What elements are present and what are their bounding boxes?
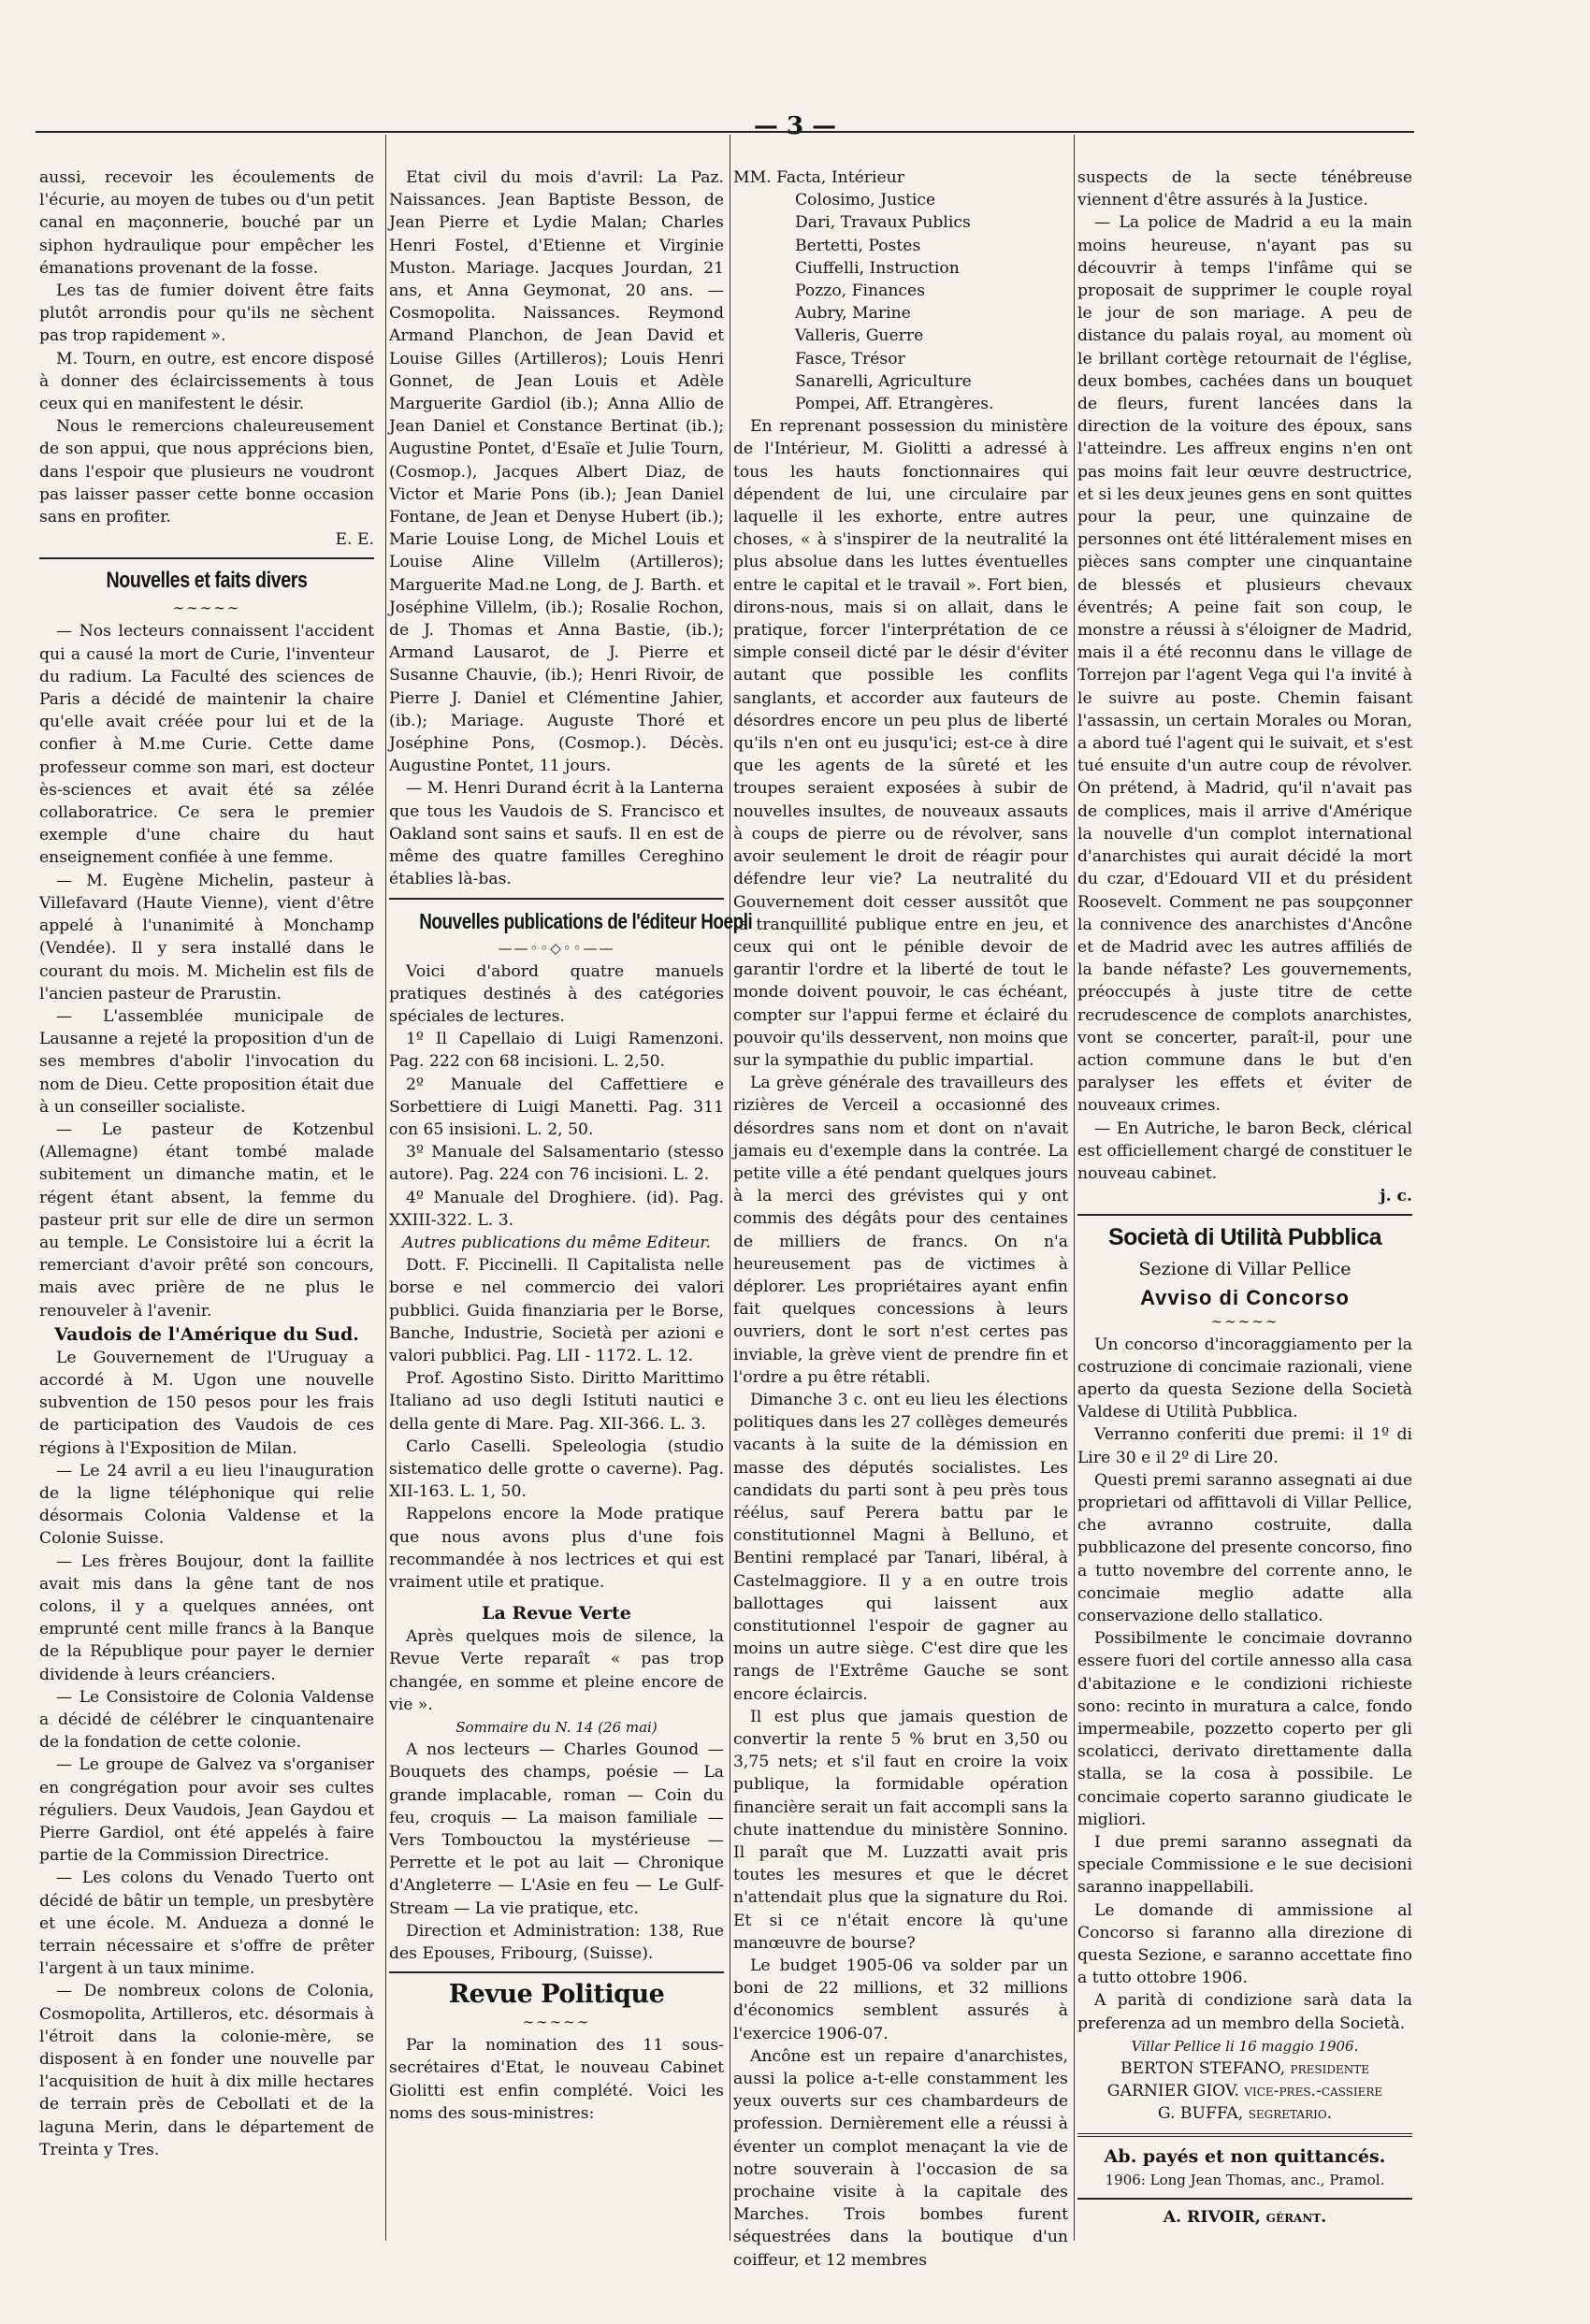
paragraph: Dimanche 3 c. ont eu lieu les élections politiques dans les 27 collèges demeurés vacants à la suite de la démission en masse des députés socialistes. Les candidats du parti sont à peu près tous réélus, sauf Perera battu par le constitutionnel Magni à Belluno, et Bentini remplacé par Tanari, libéral, à Castelmaggiore. Il y a en outre trois ballottages qui laissent aux constitutionnel l'espoir de gagner au moins un autre siège. C'est dire que les rangs de l'Extrême Gauche se sont encore éclaircis. [733, 1390, 1068, 1704]
section-rule [389, 1971, 724, 1973]
ornament-divider: ∼∼∼∼∼ [522, 2014, 591, 2031]
sub-heading: La Revue Verte [482, 1603, 631, 1624]
paragraph: Le budget 1905-06 va solder par un boni de 22 millions, et 32 millions d'économics semblent assurés à l'exercice 1906-07. [733, 1956, 1068, 2043]
dateline: Villar Pellice li 16 maggio 1906. [1131, 2037, 1359, 2055]
paragraph: Le Gouvernement de l'Uruguay a accordé à M. Ugon une nouvelle subvention de 150 pesos pour les frais de participation des Vaudois de ces régions à l'Exposition de Milan. [39, 1348, 374, 1458]
paragraph: Etat civil du mois d'avril: La Paz. Naissances. Jean Baptiste Besson, de Jean Pierre et Lydie Malan; Charles Henri Fostel, d'Etienne et Virginie Muston. Mariage. Jacques Jourdan, 21 ans, et Anna Geymonat, 20 ans. — Cosmopolita. Naissances. Reymond Armand Planchon, de Jean David et Louise Gilles (Artilleros); Louis Henri Gonnet, de Jean Louis et Adèle Marguerite Gardiol (ib.); Anna Allio de Jean Daniel et Constance Bertinat (ib.); Augustine Pontet, d'Esaïe et Julie Tourn, (Cosmop.), Jacques Albert Diaz, de Victor et Marie Pons (ib.); Jean Daniel Fontane, de Jean et Denyse Hubert (ib.); Marie Louise Long, de Michel Louis et Louise Aline Villelm (Artilleros); Marguerite Mad.ne Long, de J. Barth. et Joséphine Villelm, (ib.); Rosalie Rochon, de J. Thomas et Anna Bastie, (ib.); Armand Lausarot, de J. Pierre et Susanne Chauvie, (ib.); Henri Rivoir, de Pierre J. Daniel et Clémentine Jahier, (ib.); Mariage. Auguste Thoré et Joséphine Pons, (Cosmop.). Décès. Augustine Pontet, 11 jours. [389, 168, 724, 776]
paragraph: — M. Henri Durand écrit à la Lanterna que tous les Vaudois de S. Francisco et Oakland sont sains et saufs. Il en est de même des quatre familles Cereghino établies là-bas. [389, 779, 724, 889]
paragraph: — L'assemblée municipale de Lausanne a rejeté la proposition d'un de ses membres d'abolir l'invocation du nom de Dieu. Cette proposition était due à un conseiller socialiste. [39, 1006, 374, 1117]
paragraph: — Le Consistoire de Colonia Valdense a décidé de célébrer le cinquantenaire de la fondation de cette colonie. [39, 1687, 374, 1753]
column-1 [39, 166, 374, 2243]
sub-heading: Ab. payés et non quittancés. [1104, 2145, 1386, 2167]
section-rule [1077, 1214, 1412, 1216]
paragraph: Le domande di ammissione al Concorso si faranno alla direzione di questa Sezione, e saranno accettate fino a tutto ottobre 1906. [1077, 1900, 1412, 1988]
paragraph: En reprenant possession du ministère de l'Intérieur, M. Giolitti a adressé à tous les hauts fonctionnaires qui dépendent de lui, une circulaire par laquelle il les exhorte, entre autres choses, « à s'inspirer de la neutralité la plus absolue dans les luttes éventuelles entre le capital et le travail ». Fort bien, dirons-nous, mais si on allait, dans le pratique, forcer l'interprétation de ce simple conseil dicté par le désir d'éviter autant que possible les conflits sanglants, et accorder aux fauteurs de désordres encore un peu plus de liberté qu'ils n'en ont eu jusqu'ici; est-ce à dire que les agents de la sûreté et les troupes seraient exposées à subir de nouvelles insultes, de nouveaux assauts à coups de pierre ou de révolver, sans avoir seulement le droit de réagir pour défendre leur vie? La neutralité du Gouvernement doit cesser aussitôt que la tranquillité publique entre en jeu, et ceux qui ont le pénible devoir de garantir l'ordre et la liberté de tout le monde doivent pouvoir, le cas échéant, compter sur l'appui ferme et éclairé du pouvoir qu'ils desservent, non moins que sur la sympathie du public impartial. [733, 417, 1068, 1070]
paragraph: Ancône est un repaire d'anarchistes, aussi la police a-t-elle constamment les yeux ouverts sur ces chambardeurs de profession. Dernièrement elle a réussi à éventer un complot menaçant la vie de notre souverain à l'occasion de sa prochaine visite à la capitale des Marches. Trois bombes furent séquestrées dans la boutique d'un coiffeur, et 12 membres [733, 2046, 1068, 2270]
sub-heading: Avviso di Concorso [1140, 1285, 1350, 1309]
section-heading: Società di Utilità Pubblica [1107, 1224, 1382, 1251]
paragraph: Nous le remercions chaleureusement de son appui, que nous apprécions bien, dans l'espoir que plusieurs ne voudront pas laisser passer cette bonne occasion sans en profiter. [39, 417, 374, 527]
minister-line: MM. Facta, Intérieur [733, 168, 904, 187]
paragraph: Par la nomination des 11 sous-secrétaires d'Etat, le nouveau Cabinet Giolitti est enfin complété. Voici les noms des sous-ministres: [389, 2036, 724, 2123]
column-divider [385, 135, 386, 2241]
paragraph: Voici d'abord quatre manuels pratiques destinés à des catégories spéciales de lectures. [389, 961, 724, 1026]
minister-line: Fasce, Trésor [795, 349, 905, 368]
paragraph: — En Autriche, le baron Beck, clérical est officiellement chargé de constituer le nouveau cabinet. [1077, 1119, 1412, 1183]
paragraph: M. Tourn, en outre, est encore disposé à donner des éclaircissements à tous ceux qui en manifestent le désir. [39, 349, 374, 414]
paragraph: — Les frères Boujour, dont la faillite avait mis dans la gêne tant de nos colons, il y a quelques années, ont emprunté cent mille francs à la Banque de la République pour payer le dernier dividende à leurs créanciers. [39, 1552, 374, 1684]
paragraph: — Les colons du Venado Tuerto ont décidé de bâtir un temple, un presbytère et une école. M. Andueza a donné le terrain nécessaire et s'offre de prêter l'argent à un taux minime. [39, 1869, 374, 1979]
column-4 [1077, 166, 1412, 2243]
paragraph: Après quelques mois de silence, la Revue Verte reparaît « pas trop changée, en somme et pleine encore de vie ». [389, 1627, 724, 1714]
ornament-divider: ∼∼∼∼∼ [172, 599, 241, 617]
paragraph: Carlo Caselli. Speleologia (studio sistematico delle grotte o caverne). Pag. XII-163. L. 1, 50. [389, 1436, 724, 1502]
minister-line: Colosimo, Justice [795, 191, 936, 210]
signer: GARNIER GIOV. vice-pres.-cassiere [1106, 2082, 1383, 2101]
section-heading: Nouvelles et faits divers [106, 568, 308, 594]
ornament-divider: ——◦◦◇◦◦—— [498, 939, 615, 957]
top-rule [36, 131, 1414, 133]
minister-line: Dari, Travaux Publics [795, 213, 971, 233]
paragraph: — La police de Madrid a eu la main moins heureuse, n'ayant pas su découvrir à temps l'infâme qui se proposait de supprimer le couple royal le jour de son mariage. A peu de distance du palais royal, au moment où le brillant cortège retournait de l'église, deux bombes, cachées dans un bouquet de fleurs, furent lancées dans la direction de la voiture des époux, sans l'atteindre. Les affreux engins n'en ont pas moins fait leur œuvre destructrice, et si les deux jeunes gens en sont quittes pour la peur, une quinzaine de personnes ont été littéralement mises en pièces sans compter une cinquantaine de blessés et plusieurs chevaux éventrés; A peine fait son coup, le monstre a réussi à s'éloigner de Madrid, mais il a été reconnu dans le village de Torrejon par l'agent Vega qui l'a invité à le suivre au poste. Chemin faisant l'assassin, un certain Morales ou Moran, a abord tué l'agent qui le suivait, et s'est tué ensuite d'un autre coup de révolver. On prétend, à Madrid, qu'il n'avait pas de complices, mais il arrive d'Amérique la nouvelle d'un complot international d'anarchistes qui aurait décidé la mort du czar, d'Edouard VII et du président Roosevelt. Comment ne pas soupçonner la connivence des anarchistes d'Ancône et de Madrid avec les autres affiliés de la bande néfaste? Les gouvernements, préoccupés à juste titre de cette recrudescence de complots anarchistes, vont se concerter, paraît-il, pour une action commune dans le but d'en paralyser les effets et éviter de nouveaux crimes. [1077, 213, 1412, 1116]
section-rule [1077, 2198, 1412, 2200]
minister-line: Sanarelli, Agriculture [795, 371, 972, 391]
signature: j. c. [1380, 1187, 1412, 1206]
paragraph: A parità di condizione sarà data la preferenza ad un membro della Società. [1077, 1991, 1412, 2033]
ornament-divider: ∼∼∼∼∼ [1210, 1312, 1279, 1330]
notice-line: 1906: Long Jean Thomas, anc., Pramol. [1105, 2171, 1385, 2188]
section-rule [39, 557, 374, 559]
paragraph: Verranno conferiti due premi: il 1º di Lire 30 e il 2º di Lire 20. [1077, 1425, 1412, 1467]
section-heading: Nouvelles publications de l'éditeur Hoepli [419, 908, 753, 933]
signature: E. E. [335, 530, 374, 550]
minister-line: Bertetti, Postes [795, 236, 921, 255]
paragraph: — De nombreux colons de Colonia, Cosmopolita, Artilleros, etc. désormais à l'étroit dans la colonie-mère, se disposent à en fonder une nouvelle par l'acquisition de huit à dix mille hectares de terrain près de Cebollati et de la laguna Merin, dans le département de Treinta y Tres. [39, 1982, 374, 2159]
minister-line: Ciuffelli, Instruction [795, 258, 960, 278]
paragraph: Dott. F. Piccinelli. Il Capitalista nelle borse e nel commercio dei valori pubblici. Guida finanziaria per le Borse, Banche, Industrie, Società per azioni e valori pubblici. Pag. LII - 1172. L. 12. [389, 1256, 724, 1365]
sub-heading: Vaudois de l'Amérique du Sud. [54, 1323, 359, 1345]
paragraph: — Le pasteur de Kotzenbul (Allemagne) étant tombé malade subitement un dimanche matin, et le régent étant absent, la femme du pasteur prit sur elle de dire un sermon au temple. Le Consistoire lui a écrit la remerciant d'avoir prêté son concours, mais avec prière de ne plus le renouveler à l'avenir. [39, 1119, 374, 1321]
minister-line: Aubry, Marine [795, 304, 911, 324]
column-3 [733, 166, 1068, 2270]
section-heading: Revue Politique [448, 1980, 665, 2010]
column-divider [1074, 135, 1075, 2241]
paragraph: Un concorso d'incoraggiamento per la costruzione di concimaie razionali, viene aperto da questa Sezione della Società Valdese di Utilità Pubblica. [1077, 1335, 1412, 1422]
section-rule [389, 898, 724, 900]
sub-caption: Sommaire du N. 14 (26 mai) [455, 1719, 658, 1736]
signer: G. BUFFA, segretario. [1157, 2104, 1333, 2124]
paragraph: 3º Manuale del Salsamentario (stesso autore). Pag. 224 con 76 incisioni. L. 2. [389, 1143, 724, 1185]
paragraph: Prof. Agostino Sisto. Diritto Marittimo Italiano ad uso degli Istituti nautici e della gente di Mare. Pag. XII-366. L. 3. [389, 1369, 724, 1434]
page-number: — 3 — [753, 112, 837, 140]
paragraph: Direction et Administration: 138, Rue des Epouses, Fribourg, (Suisse). [389, 1921, 724, 1964]
sub-caption: Autres publications du même Editeur. [401, 1233, 712, 1252]
paragraph: — Le groupe de Galvez va s'organiser en congrégation pour avoir ses cultes réguliers. Deux Vaudois, Jean Gaydou et Pierre Gardiol, ont été appelés à faire partie de la Commission Directrice. [39, 1755, 374, 1866]
paragraph: — Le 24 avril a eu lieu l'inauguration de la ligne téléphonique qui relie désormais Colonia Valdense et la Colonie Suisse. [39, 1461, 374, 1549]
gerant-line: A. RIVOIR, gérant. [1163, 2207, 1327, 2227]
paragraph: — M. Eugène Michelin, pasteur à Villefavard (Haute Vienne), vient d'être appelé à l'unanimité à Monchamp (Vendée). Il y sera installé dans le courant du mois. M. Michelin est fils de l'ancien pasteur de Prarustin. [39, 871, 374, 1003]
paragraph: Les tas de fumier doivent être faits plutôt arrondis pour qu'ils ne sèchent pas trop rapidement ». [39, 281, 374, 346]
paragraph: 1º Il Capellaio di Luigi Ramenzoni. Pag. 222 con 68 incisioni. L. 2,50. [389, 1030, 724, 1072]
minister-line: Valleris, Guerre [795, 326, 924, 346]
paragraph: Il est plus que jamais question de convertir la rente 5 % brut en 3,50 ou 3,75 nets; et s'il faut en croire la voix publique, la formidable opération financière serait un fait accompli sans la chute inattendue du ministère Sonnino. Il paraît que M. Luzzatti avait pris toutes les mesures et que le décret n'attendait plus que la signature du Roi. Et si ce n'était encore là qu'une manœuvre de bourse? [733, 1707, 1068, 1953]
section-rule [1077, 2133, 1412, 2137]
paragraph: I due premi saranno assegnati da speciale Commissione e le sue decisioni saranno inappellabili. [1077, 1833, 1412, 1898]
paragraph: suspects de la secte ténébreuse viennent d'être assurés à la Justice. [1077, 168, 1412, 210]
paragraph: Questi premi saranno assegnati ai due proprietari od affittavoli di Villar Pellice, che avranno costruite, dalla pubblicazone del presente concorso, fino a tutto novembre del corrente anno, le concimaie meglio adatte alla conservazione dello stallatico. [1077, 1470, 1412, 1625]
minister-line: Pompei, Aff. Etrangères. [795, 395, 994, 414]
sub-heading: Sezione di Villar Pellice [1138, 1259, 1352, 1280]
signer: BERTON STEFANO, presidente [1120, 2059, 1370, 2079]
paragraph: aussi, recevoir les écoulements de l'écurie, au moyen de tubes ou d'un petit canal en maçonnerie, bouché par un siphon hydraulique pour empêcher les émanations provenant de la fosse. [39, 168, 374, 278]
paragraph: 2º Manuale del Caffettiere e Sorbettiere di Luigi Manetti. Pag. 311 con 65 insisioni. L. 2, 50. [389, 1075, 724, 1139]
paragraph: — Nos lecteurs connaissent l'accident qui a causé la mort de Curie, l'inventeur du radium. La Faculté des sciences de Paris a décidé de maintenir la chaire qu'elle avait créée pour lui et de la confier à M.me Curie. Cette dame professeur comme son mari, est docteur ès-sciences et avait été sa zélée collaboratrice. Ce sera le premier exemple d'une chaire du haut enseignement confiée à une femme. [39, 622, 374, 868]
paragraph: Possibilmente le concimaie dovranno essere fuori del cortile annesso alla casa d'abitazione e le condizioni richieste sono: recinto in muratura a calce, fondo impermeabile, pozzetto coperto per gli scolaticci, derivato direttamente dalla stalla, se la cosa à possibile. Le concimaie coperto saranno giudicate le migliori. [1077, 1629, 1412, 1829]
paragraph: Rappelons encore la Mode pratique que nous avons plus d'une fois recommandée à nos lectrices et qui est vraiment utile et pratique. [389, 1505, 724, 1592]
minister-line: Pozzo, Finances [795, 281, 926, 301]
paragraph: 4º Manuale del Droghiere. (id). Pag. XXIII-322. L. 3. [389, 1188, 724, 1230]
paragraph: A nos lecteurs — Charles Gounod — Bouquets des champs, poésie — La grande implacable, roman — Coin du feu, croquis — La maison familiale — Vers Tombouctou la mystérieuse — Perrette et le pot au lait — Chronique d'Angleterre — L'Asie en feu — Le Gulf-Stream — La vie pratique, etc. [389, 1740, 724, 1918]
column-2 [389, 166, 753, 2243]
paragraph: La grève générale des travailleurs des rizières de Verceil a occasionné des désordres sans nom et dont on n'avait jamais eu d'exemple dans la contrée. La petite ville a été pendant quelques jours à la merci des grévistes qui y ont commis des dégâts pour des centaines de milliers de francs. On n'a heureusement pas de victimes à déplorer. Les propriétaires ayant enfin fait quelques concessions à leurs ouvriers, dont le sort n'est certes pas inviable, la grève vient de prendre fin et l'ordre a pu être rétabli. [733, 1074, 1068, 1387]
